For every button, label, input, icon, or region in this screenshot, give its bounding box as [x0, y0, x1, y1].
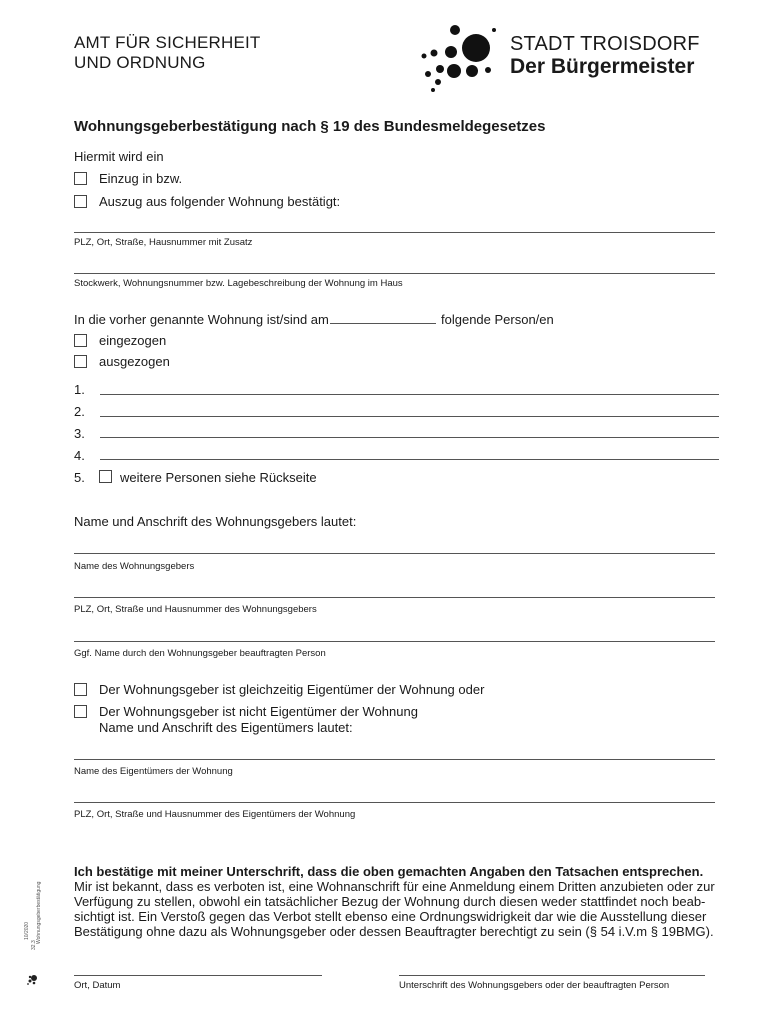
label-owner: Der Wohnungsgeber ist gleichzeitig Eigentümer der Wohnung oder — [99, 682, 485, 697]
checkbox-auszug[interactable] — [74, 195, 87, 208]
label-more-persons: weitere Personen siehe Rückseite — [120, 470, 317, 485]
caption-owner-name: Name des Eigentümers der Wohnung — [74, 766, 233, 777]
office-name — [74, 33, 261, 73]
checkbox-ausgezogen[interactable] — [74, 355, 87, 368]
city-logo-icon — [420, 24, 496, 92]
checkbox-more-persons[interactable] — [99, 470, 112, 483]
caption-address: PLZ, Ort, Straße, Hausnummer mit Zusatz — [74, 237, 253, 248]
person-number-5: 5. — [74, 470, 85, 485]
label-not-owner-2: Name und Anschrift des Eigentümers lautet: — [99, 720, 353, 735]
date-field-line[interactable] — [330, 323, 436, 324]
agent-name-line[interactable] — [74, 641, 715, 642]
landlord-heading: Name und Anschrift des Wohnungsgebers lautet: — [74, 514, 357, 529]
label-ausgezogen: ausgezogen — [99, 354, 170, 369]
mayor-title: Der Bürgermeister — [510, 55, 695, 78]
person-line-3[interactable] — [100, 437, 719, 438]
intro-text: Hiermit wird ein — [74, 149, 164, 164]
city-name: STADT TROISDORF — [510, 33, 700, 55]
person-line-2[interactable] — [100, 416, 719, 417]
declaration-bold: Ich bestätige mit meiner Unterschrift, dass die oben gemachten Angaben den Tatsachen entsprechen. — [74, 864, 704, 879]
declaration-line-1: Mir ist bekannt, dass es verboten ist, eine Wohnanschrift für eine Anmeldung einem Dritten anzubieten oder zur — [74, 879, 715, 894]
declaration — [74, 864, 724, 939]
form-sidebar — [20, 880, 50, 990]
label-auszug: Auszug aus folgender Wohnung bestätigt: — [99, 194, 341, 209]
checkbox-not-owner[interactable] — [74, 705, 87, 718]
person-number-3: 3. — [74, 426, 85, 441]
landlord-name-line[interactable] — [74, 553, 715, 554]
label-not-owner-1: Der Wohnungsgeber ist nicht Eigentümer der Wohnung — [99, 704, 418, 719]
floor-field-line[interactable] — [74, 273, 715, 274]
landlord-address-line[interactable] — [74, 597, 715, 598]
sidebar-form-date: 10/2020 — [24, 921, 30, 940]
owner-name-line[interactable] — [74, 759, 715, 760]
checkbox-eingezogen[interactable] — [74, 334, 87, 347]
caption-landlord-address: PLZ, Ort, Straße und Hausnummer des Wohnungsgebers — [74, 604, 317, 615]
moved-prefix: In die vorher genannte Wohnung ist/sind am — [74, 312, 329, 327]
declaration-line-3: sichtigt ist. Ein Verstoß gegen das Verbot stellt ebenso eine Ordnungswidrigkeit dar wie die Ausstellung dieser — [74, 909, 707, 924]
address-field-line[interactable] — [74, 232, 715, 233]
small-logo-icon — [26, 974, 38, 986]
person-number-2: 2. — [74, 404, 85, 419]
caption-signature: Unterschrift des Wohnungsgebers oder der beauftragten Person — [399, 980, 670, 991]
person-number-4: 4. — [74, 448, 85, 463]
declaration-line-4: Bestätigung ohne dazu als Wohnungsgeber oder dessen Beauftragter berechtigt zu sein (§ 54 i.V.m § 19BMG). — [74, 924, 714, 939]
caption-landlord-name: Name des Wohnungsgebers — [74, 561, 195, 572]
caption-place-date: Ort, Datum — [74, 980, 121, 991]
moved-suffix: folgende Person/en — [441, 312, 554, 327]
declaration-line-2: Verfügung zu stellen, obwohl ein tatsächlicher Bezug der Wohnung durch diesen weder stattfindet noch beab- — [74, 894, 706, 909]
sidebar-form-code: 32.3 — [31, 940, 37, 950]
caption-owner-address: PLZ, Ort, Straße und Hausnummer des Eigentümers der Wohnung — [74, 809, 356, 820]
office-line-2: UND ORDNUNG — [74, 53, 206, 72]
owner-address-line[interactable] — [74, 802, 715, 803]
label-einzug: Einzug in bzw. — [99, 171, 183, 186]
signature-line[interactable] — [399, 975, 705, 976]
caption-floor: Stockwerk, Wohnungsnummer bzw. Lagebeschreibung der Wohnung im Haus — [74, 278, 403, 289]
office-line-1: AMT FÜR SICHERHEIT — [74, 33, 261, 52]
person-line-4[interactable] — [100, 459, 719, 460]
checkbox-owner[interactable] — [74, 683, 87, 696]
place-date-line[interactable] — [74, 975, 322, 976]
checkbox-einzug[interactable] — [74, 172, 87, 185]
person-number-1: 1. — [74, 382, 85, 397]
person-line-1[interactable] — [100, 394, 719, 395]
label-eingezogen: eingezogen — [99, 333, 167, 348]
form-title: Wohnungsgeberbestätigung nach § 19 des Bundesmeldegesetzes — [74, 118, 546, 135]
caption-agent: Ggf. Name durch den Wohnungsgeber beauftragten Person — [74, 648, 326, 659]
sidebar-form-name: Wohnungsgeberbestätigung — [36, 881, 42, 944]
